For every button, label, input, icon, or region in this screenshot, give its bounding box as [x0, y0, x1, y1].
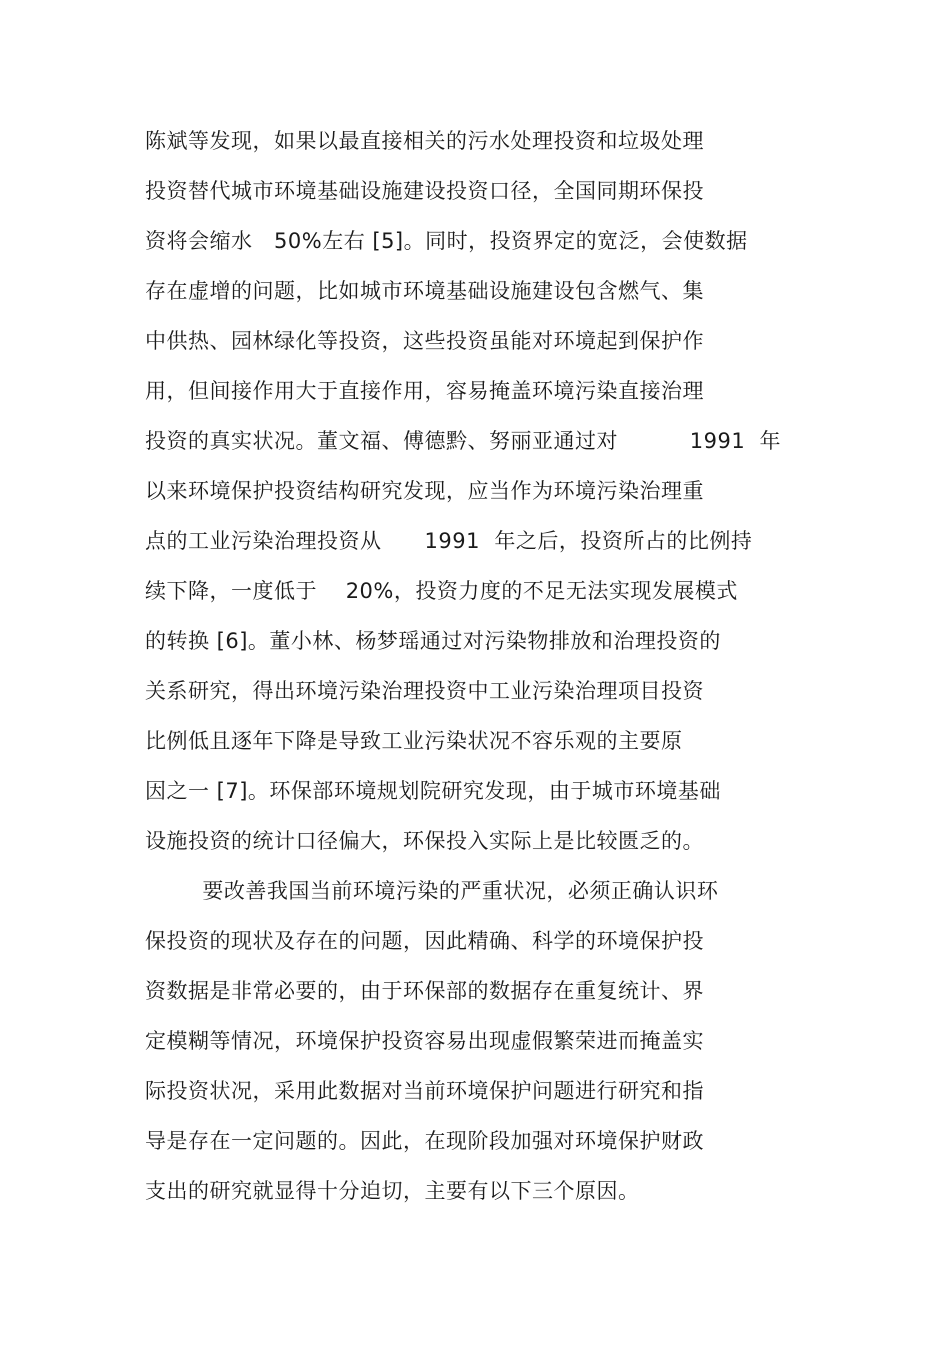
text-line: 要改善我国当前环境污染的严重状况，必须正确认识环 — [145, 879, 719, 903]
text-line: 保投资的现状及存在的问题，因此精确、科学的环境保护投 — [145, 929, 704, 953]
text-line: 存在虚增的问题，比如城市环境基础设施建设包含燃气、集 — [145, 279, 704, 303]
text-line: 导是存在一定问题的。因此，在现阶段加强对环境保护财政 — [145, 1129, 704, 1153]
text-line: 因之一 [7]。环保部环境规划院研究发现，由于城市环境基础 — [145, 779, 721, 803]
text-line: 际投资状况，采用此数据对当前环境保护问题进行研究和指 — [145, 1079, 704, 1103]
text-line: 以来环境保护投资结构研究发现，应当作为环境污染治理重 — [145, 479, 704, 503]
text-line: 点的工业污染治理投资从 1991 年之后，投资所占的比例持 — [145, 529, 753, 553]
text-line: 定模糊等情况，环境保护投资容易出现虚假繁荣进而掩盖实 — [145, 1029, 704, 1053]
text-line: 投资的真实状况。董文福、傅德黔、努丽亚通过对 1991 年 — [145, 429, 782, 453]
text-line: 陈斌等发现，如果以最直接相关的污水处理投资和垃圾处理 — [145, 129, 704, 153]
text-line: 中供热、园林绿化等投资，这些投资虽能对环境起到保护作 — [145, 329, 704, 353]
text-line: 用，但间接作用大于直接作用，容易掩盖环境污染直接治理 — [145, 379, 704, 403]
text-line: 的转换 [6]。董小林、杨梦瑶通过对污染物排放和治理投资的 — [145, 629, 721, 653]
text-line: 设施投资的统计口径偏大，环保投入实际上是比较匮乏的。 — [145, 829, 704, 853]
text-line: 投资替代城市环境基础设施建设投资口径，全国同期环保投 — [145, 179, 704, 203]
text-line: 比例低且逐年下降是导致工业污染状况不容乐观的主要原 — [145, 729, 683, 753]
text-line: 资将会缩水 50%左右 [5]。同时，投资界定的宽泛，会使数据 — [145, 229, 748, 253]
text-line: 资数据是非常必要的，由于环保部的数据存在重复统计、界 — [145, 979, 704, 1003]
text-line: 支出的研究就显得十分迫切，主要有以下三个原因。 — [145, 1179, 640, 1203]
text-line: 续下降，一度低于 20%，投资力度的不足无法实现发展模式 — [145, 579, 738, 603]
text-line: 关系研究，得出环境污染治理投资中工业污染治理项目投资 — [145, 679, 704, 703]
